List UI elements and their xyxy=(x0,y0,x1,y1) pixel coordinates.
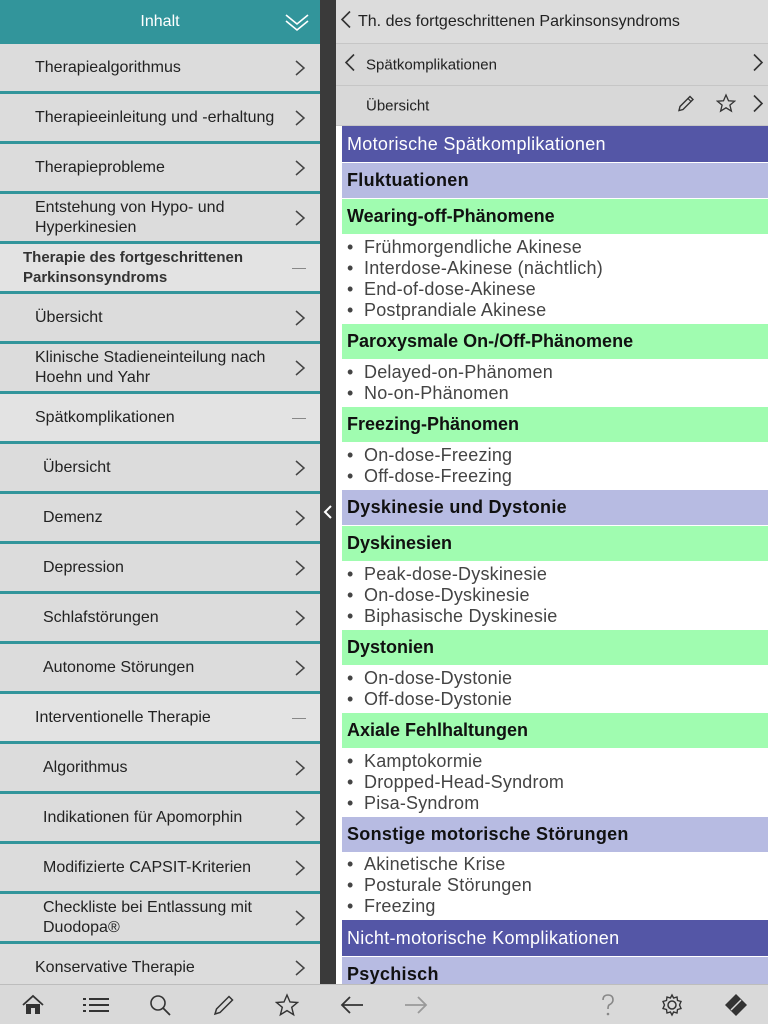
back-navigation-bar[interactable] xyxy=(336,0,768,44)
sidebar-item[interactable] xyxy=(0,744,320,794)
sidebar-item[interactable] xyxy=(0,44,320,94)
star-icon[interactable] xyxy=(272,991,302,1019)
sidebar-item-label: Modifizierte CAPSIT-Kriterien xyxy=(43,858,252,876)
sidebar-item-label: Spätkomplikationen xyxy=(35,408,175,426)
bullet-item: • On-dose-Dystonie xyxy=(347,668,513,688)
bullet-text: Dropped-Head-Syndrom xyxy=(364,772,565,792)
bullet-item: • Posturale Störungen xyxy=(347,875,532,895)
article-content xyxy=(342,126,768,984)
sidebar-item-label: Depression xyxy=(43,558,124,576)
topic-heading: Freezing-Phänomen xyxy=(342,407,768,442)
page-navigation-bar xyxy=(336,86,768,126)
bullet-text: Postprandiale Akinese xyxy=(364,300,547,320)
bullet-item: • Postprandiale Akinese xyxy=(347,300,547,320)
bullet-item: • Biphasische Dyskinesie xyxy=(347,606,558,626)
bullet-item: • Interdose-Akinese (nächtlich) xyxy=(347,258,603,278)
bullet-list xyxy=(342,667,768,712)
sidebar-item[interactable] xyxy=(0,644,320,694)
sidebar-item[interactable] xyxy=(0,94,320,144)
bullet-item: • No-on-Phänomen xyxy=(347,383,509,403)
content-pane xyxy=(336,0,768,984)
collapse-dash-icon xyxy=(292,418,306,419)
bullet-item: • Dropped-Head-Syndrom xyxy=(347,772,565,792)
sidebar-item[interactable] xyxy=(0,944,320,984)
sidebar-item[interactable] xyxy=(0,494,320,544)
sidebar-item-label: Übersicht xyxy=(43,458,111,476)
bullet-item: • Kamptokormie xyxy=(347,751,483,771)
star-icon[interactable] xyxy=(716,93,736,118)
next-page-icon[interactable] xyxy=(752,93,764,118)
bullet-list xyxy=(342,563,768,629)
sidebar-item[interactable] xyxy=(0,344,320,394)
sidebar-item[interactable] xyxy=(0,244,320,294)
sidebar-item[interactable] xyxy=(0,694,320,744)
sidebar-item[interactable] xyxy=(0,394,320,444)
section-navigation-bar xyxy=(336,44,768,86)
bullet-list xyxy=(342,853,768,919)
sidebar-item-label: Entstehung von Hypo- und Hyperkinesien xyxy=(35,198,225,236)
next-section-icon[interactable] xyxy=(752,52,764,77)
bullet-text: Kamptokormie xyxy=(364,751,483,771)
sidebar-item[interactable] xyxy=(0,144,320,194)
bullet-text: Frühmorgendliche Akinese xyxy=(364,237,582,257)
bullet-text: On-dose-Dystonie xyxy=(364,668,513,688)
home-icon[interactable] xyxy=(18,991,48,1019)
sidebar-item[interactable] xyxy=(0,594,320,644)
bullet-text: Pisa-Syndrom xyxy=(364,793,480,813)
bullet-item: • On-dose-Dyskinesie xyxy=(347,585,530,605)
bottom-toolbar xyxy=(0,984,768,1024)
chevron-right-icon xyxy=(294,359,306,377)
bullet-list xyxy=(342,361,768,406)
tag-icon[interactable] xyxy=(721,991,751,1019)
topic-heading: Axiale Fehlhaltungen xyxy=(342,713,768,748)
settings-icon[interactable] xyxy=(657,991,687,1019)
sidebar-item-label: Klinische Stadieneinteilung nach Hoehn und Yahr xyxy=(35,348,266,386)
sidebar-item[interactable] xyxy=(0,544,320,594)
chevron-right-icon xyxy=(294,109,306,127)
sidebar-item-label: Übersicht xyxy=(35,308,103,326)
collapse-sidebar-icon[interactable] xyxy=(323,504,333,520)
chevron-right-icon xyxy=(294,759,306,777)
sidebar-item[interactable] xyxy=(0,794,320,844)
bullet-text: End-of-dose-Akinese xyxy=(364,279,536,299)
search-icon[interactable] xyxy=(145,991,175,1019)
bullet-text: No-on-Phänomen xyxy=(364,383,509,403)
pencil-icon[interactable] xyxy=(676,93,696,118)
bullet-text: Biphasische Dyskinesie xyxy=(364,606,558,626)
bullet-item: • Frühmorgendliche Akinese xyxy=(347,237,582,257)
collapse-dash-icon xyxy=(292,268,306,269)
bullet-text: Posturale Störungen xyxy=(364,875,532,895)
sidebar-header xyxy=(0,0,320,44)
section-title: Spätkomplikationen xyxy=(366,56,497,73)
split-divider[interactable] xyxy=(320,0,336,984)
bullet-text: Off-dose-Freezing xyxy=(364,466,513,486)
bullet-text: On-dose-Freezing xyxy=(364,445,513,465)
chevron-right-icon xyxy=(294,859,306,877)
bullet-text: Freezing xyxy=(364,896,436,916)
list-icon[interactable] xyxy=(81,991,111,1019)
chevron-right-icon xyxy=(294,909,306,927)
collapse-all-icon[interactable] xyxy=(284,12,310,37)
bullet-text: Interdose-Akinese (nächtlich) xyxy=(364,258,603,278)
chevron-right-icon xyxy=(294,659,306,677)
collapse-dash-icon xyxy=(292,718,306,719)
sidebar xyxy=(0,0,320,984)
bullet-list xyxy=(342,444,768,489)
bullet-item: • Delayed-on-Phänomen xyxy=(347,362,553,382)
chevron-right-icon xyxy=(294,809,306,827)
arrow-left-icon[interactable] xyxy=(337,991,367,1019)
chevron-right-icon xyxy=(294,559,306,577)
page-title: Übersicht xyxy=(366,97,430,114)
section-heading: Motorische Spätkomplikationen xyxy=(342,126,768,162)
sidebar-item[interactable] xyxy=(0,894,320,944)
sidebar-item-label: Checkliste bei Entlassung mit Duodopa® xyxy=(43,898,252,936)
bullet-item: • Akinetische Krise xyxy=(347,854,506,874)
subsection-heading: Psychisch xyxy=(342,957,768,984)
topic-heading: Dystonien xyxy=(342,630,768,665)
chevron-left-icon[interactable] xyxy=(340,9,352,34)
sidebar-item-label: Indikationen für Apomorphin xyxy=(43,808,243,826)
chevron-right-icon xyxy=(294,209,306,227)
topic-heading: Paroxysmale On-/Off-Phänomene xyxy=(342,324,768,359)
sidebar-item[interactable] xyxy=(0,294,320,344)
sidebar-item-label: Algorithmus xyxy=(43,758,128,776)
back-title[interactable]: Th. des fortgeschrittenen Parkinsonsyndroms xyxy=(358,12,680,30)
sidebar-item[interactable] xyxy=(0,194,320,244)
subsection-heading: Fluktuationen xyxy=(342,163,768,198)
bullet-item: • Freezing xyxy=(347,896,436,916)
bullet-text: Delayed-on-Phänomen xyxy=(364,362,553,382)
bullet-item: • Off-dose-Freezing xyxy=(347,466,513,486)
chevron-right-icon xyxy=(294,609,306,627)
sidebar-item-label: Therapie des fortgeschrittenen Parkinsonsyndroms xyxy=(23,248,244,286)
bullet-text: On-dose-Dyskinesie xyxy=(364,585,530,605)
sidebar-list xyxy=(0,44,320,984)
chevron-right-icon xyxy=(294,509,306,527)
bullet-item: • On-dose-Freezing xyxy=(347,445,513,465)
chevron-right-icon xyxy=(294,59,306,77)
sidebar-item-label: Therapieeinleitung und -erhaltung xyxy=(35,108,275,126)
subsection-heading: Dyskinesie und Dystonie xyxy=(342,490,768,525)
chevron-right-icon xyxy=(294,159,306,177)
bullet-item: • Off-dose-Dystonie xyxy=(347,689,513,709)
bullet-item: • Peak-dose-Dyskinesie xyxy=(347,564,548,584)
sidebar-item-label: Demenz xyxy=(43,508,103,526)
sidebar-item-label: Interventionelle Therapie xyxy=(35,708,211,726)
chevron-right-icon xyxy=(294,309,306,327)
chevron-right-icon xyxy=(294,459,306,477)
previous-section-icon[interactable] xyxy=(344,52,356,77)
sidebar-item-label: Autonome Störungen xyxy=(43,658,195,676)
sidebar-item-label: Schlafstörungen xyxy=(43,608,159,626)
subsection-heading: Sonstige motorische Störungen xyxy=(342,817,768,852)
chevron-right-icon xyxy=(294,959,306,977)
arrow-right-icon[interactable] xyxy=(401,991,431,1019)
bullet-list xyxy=(342,750,768,816)
topic-heading: Dyskinesien xyxy=(342,526,768,561)
topic-heading: Wearing-off-Phänomene xyxy=(342,199,768,234)
bullet-item: • End-of-dose-Akinese xyxy=(347,279,536,299)
sidebar-item-label: Therapieprobleme xyxy=(35,158,165,176)
bullet-text: Akinetische Krise xyxy=(364,854,506,874)
section-heading: Nicht-motorische Komplikationen xyxy=(342,920,768,956)
sidebar-item-label: Konservative Therapie xyxy=(35,958,195,976)
sidebar-item-label: Therapiealgorithmus xyxy=(35,58,181,76)
bullet-text: Off-dose-Dystonie xyxy=(364,689,513,709)
help-icon[interactable] xyxy=(593,991,623,1019)
bullet-item: • Pisa-Syndrom xyxy=(347,793,480,813)
sidebar-item[interactable] xyxy=(0,844,320,894)
sidebar-item[interactable] xyxy=(0,444,320,494)
pencil-icon[interactable] xyxy=(209,991,239,1019)
bullet-text: Peak-dose-Dyskinesie xyxy=(364,564,548,584)
sidebar-title: Inhalt xyxy=(140,13,180,30)
bullet-list xyxy=(342,236,768,323)
